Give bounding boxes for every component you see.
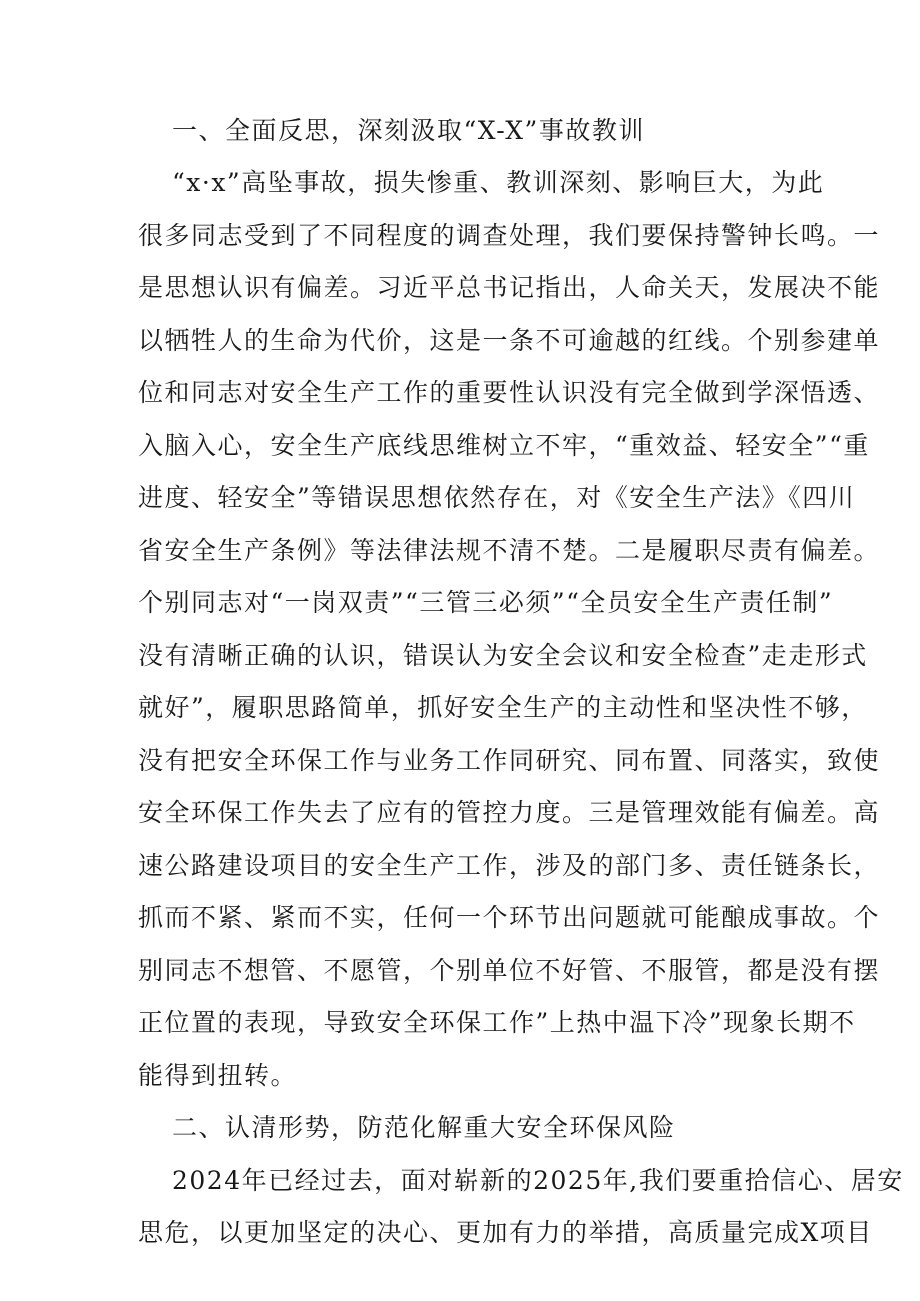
paragraph-line: 能得到扭转。 (138, 1061, 298, 1090)
paragraph-line: 个别同志对“一岗双责”“三管三必须”“全员安全生产责任制” (138, 588, 834, 617)
paragraph-line: 以牺牲人的生命为代价，这是一条不可逾越的红线。个别参建单 (138, 326, 881, 355)
section-heading-1: 一、全面反思，深刻汲取“X-X”事故教训 (172, 116, 645, 145)
paragraph-line: 入脑入心，安全生产底线思维树立不牢，“重效益、轻安全”“重 (138, 431, 870, 460)
paragraph-line: 是思想认识有偏差。习近平总书记指出，人命关天，发展决不能 (138, 273, 881, 302)
paragraph-line: 2024年已经过去，面对崭新的2025年,我们要重拾信心、居安 (172, 1166, 904, 1195)
paragraph-line: 安全环保工作失去了应有的管控力度。三是管理效能有偏差。高 (138, 798, 881, 827)
paragraph-line: “x·x”高坠事故，损失惨重、教训深刻、影响巨大，为此 (172, 168, 825, 197)
paragraph-line: 思危，以更加坚定的决心、更加有力的举措，高质量完成X项目 (138, 1218, 873, 1247)
paragraph-line: 省安全生产条例》等法律法规不清不楚。二是履职尽责有偏差。 (138, 536, 881, 565)
paragraph-line: 没有把安全环保工作与业务工作同研究、同布置、同落实，致使 (138, 746, 881, 775)
paragraph-line: 抓而不紧、紧而不实，任何一个环节出问题就可能酿成事故。个 (138, 903, 881, 932)
paragraph-line: 别同志不想管、不愿管，个别单位不好管、不服管，都是没有摆 (138, 956, 881, 985)
paragraph-line: 速公路建设项目的安全生产工作，涉及的部门多、责任链条长， (138, 851, 881, 880)
paragraph-line: 正位置的表现，导致安全环保工作”上热中温下冷”现象长期不 (138, 1008, 856, 1037)
paragraph-line: 很多同志受到了不同程度的调查处理，我们要保持警钟长鸣。一 (138, 221, 881, 250)
section-heading-2: 二、认清形势，防范化解重大安全环保风险 (172, 1113, 676, 1142)
paragraph-line: 位和同志对安全生产工作的重要性认识没有完全做到学深悟透、 (138, 378, 881, 407)
paragraph-line: 没有清晰正确的认识，错误认为安全会议和安全检查”走走形式 (138, 641, 868, 670)
paragraph-line: 就好”，履职思路简单，抓好安全生产的主动性和坚决性不够， (138, 693, 868, 722)
paragraph-line: 进度、轻安全”等错误思想依然存在，对《安全生产法》《四川 (138, 483, 856, 512)
